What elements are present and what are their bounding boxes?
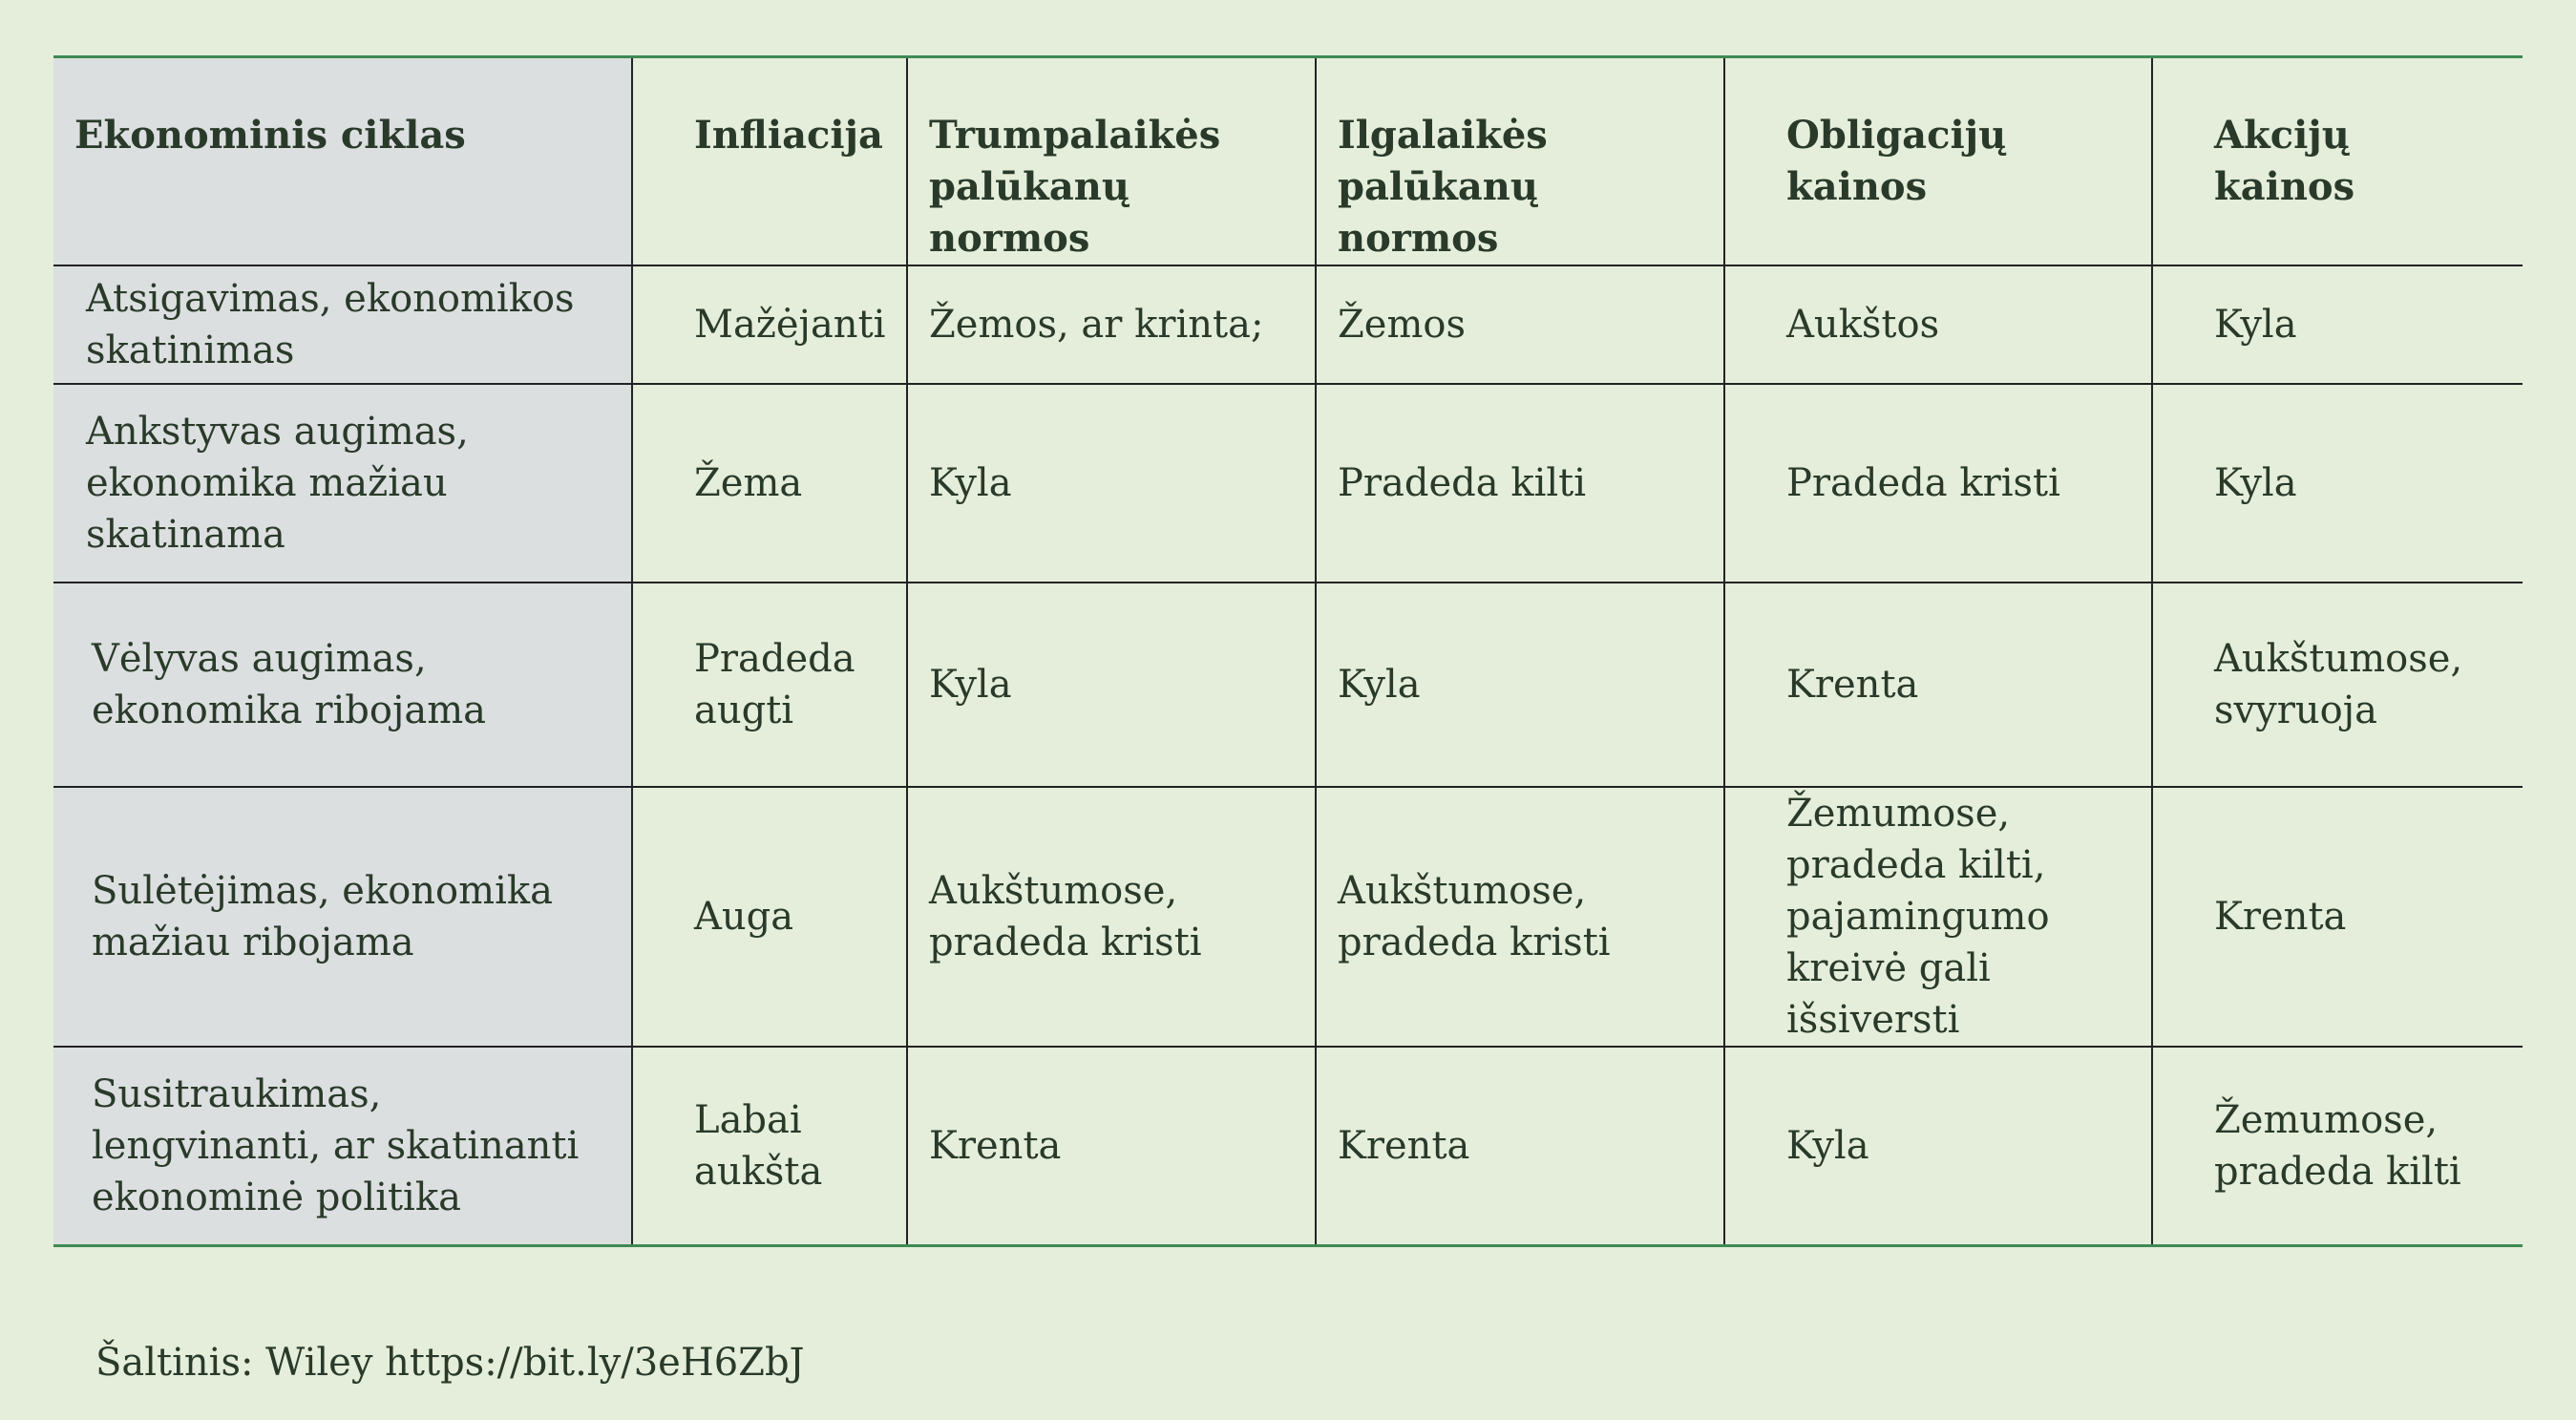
- header-bond-prices: Obligacijų kainos: [1724, 58, 2152, 265]
- cell-bond-prices: Žemumose, pradeda kilti, pajamingumo kreivė gali išsiversti: [1724, 787, 2152, 1047]
- cell-bond-prices: Aukštos: [1724, 265, 2152, 384]
- cell-bond-prices: Krenta: [1724, 583, 2152, 787]
- source-note: Šaltinis: Wiley https://bit.ly/3eH6ZbJ: [95, 1341, 805, 1385]
- cell-cycle: Ankstyvas augimas, ekonomika mažiau skatinama: [53, 384, 632, 583]
- economic-cycle-table: [53, 58, 2523, 1244]
- cell-short-term-rates: Aukštumose, pradeda kristi: [907, 787, 1316, 1047]
- table-row: [53, 583, 2523, 787]
- cell-inflation: Auga: [632, 787, 907, 1047]
- cell-stock-prices: Kyla: [2152, 265, 2523, 384]
- cell-long-term-rates: Aukštumose, pradeda kristi: [1316, 787, 1724, 1047]
- table-row: [53, 787, 2523, 1047]
- cell-stock-prices: Aukštumose, svyruoja: [2152, 583, 2523, 787]
- cell-stock-prices: Žemumose, pradeda kilti: [2152, 1047, 2523, 1244]
- header-economic-cycle: Ekonominis ciklas: [53, 58, 632, 265]
- cell-short-term-rates: Kyla: [907, 583, 1316, 787]
- cell-inflation: Mažėjanti: [632, 265, 907, 384]
- cell-long-term-rates: Žemos: [1316, 265, 1724, 384]
- header-inflation: Infliacija: [632, 58, 907, 265]
- cell-short-term-rates: Krenta: [907, 1047, 1316, 1244]
- table-row: [53, 384, 2523, 583]
- cell-cycle: Sulėtėjimas, ekonomika mažiau ribojama: [53, 787, 632, 1047]
- cell-bond-prices: Kyla: [1724, 1047, 2152, 1244]
- cell-long-term-rates: Kyla: [1316, 583, 1724, 787]
- header-long-term-rates: Ilgalaikės palūkanų normos: [1316, 58, 1724, 265]
- cell-inflation: Pradeda augti: [632, 583, 907, 787]
- cell-inflation: Žema: [632, 384, 907, 583]
- cell-inflation: Labai aukšta: [632, 1047, 907, 1244]
- cell-long-term-rates: Pradeda kilti: [1316, 384, 1724, 583]
- economic-cycle-table-container: [53, 55, 2523, 1247]
- cell-cycle: Susitraukimas, lengvinanti, ar skatinanti ekonominė politika: [53, 1047, 632, 1244]
- table-row: [53, 265, 2523, 384]
- cell-cycle: Vėlyvas augimas, ekonomika ribojama: [53, 583, 632, 787]
- cell-stock-prices: Kyla: [2152, 384, 2523, 583]
- table-row: [53, 1047, 2523, 1244]
- cell-cycle: Atsigavimas, ekonomikos skatinimas: [53, 265, 632, 384]
- cell-bond-prices: Pradeda kristi: [1724, 384, 2152, 583]
- cell-short-term-rates: Žemos, ar krinta;: [907, 265, 1316, 384]
- table-header-row: [53, 58, 2523, 265]
- header-short-term-rates: Trumpalaikės palūkanų normos: [907, 58, 1316, 265]
- cell-long-term-rates: Krenta: [1316, 1047, 1724, 1244]
- header-stock-prices: Akcijų kainos: [2152, 58, 2523, 265]
- cell-stock-prices: Krenta: [2152, 787, 2523, 1047]
- cell-short-term-rates: Kyla: [907, 384, 1316, 583]
